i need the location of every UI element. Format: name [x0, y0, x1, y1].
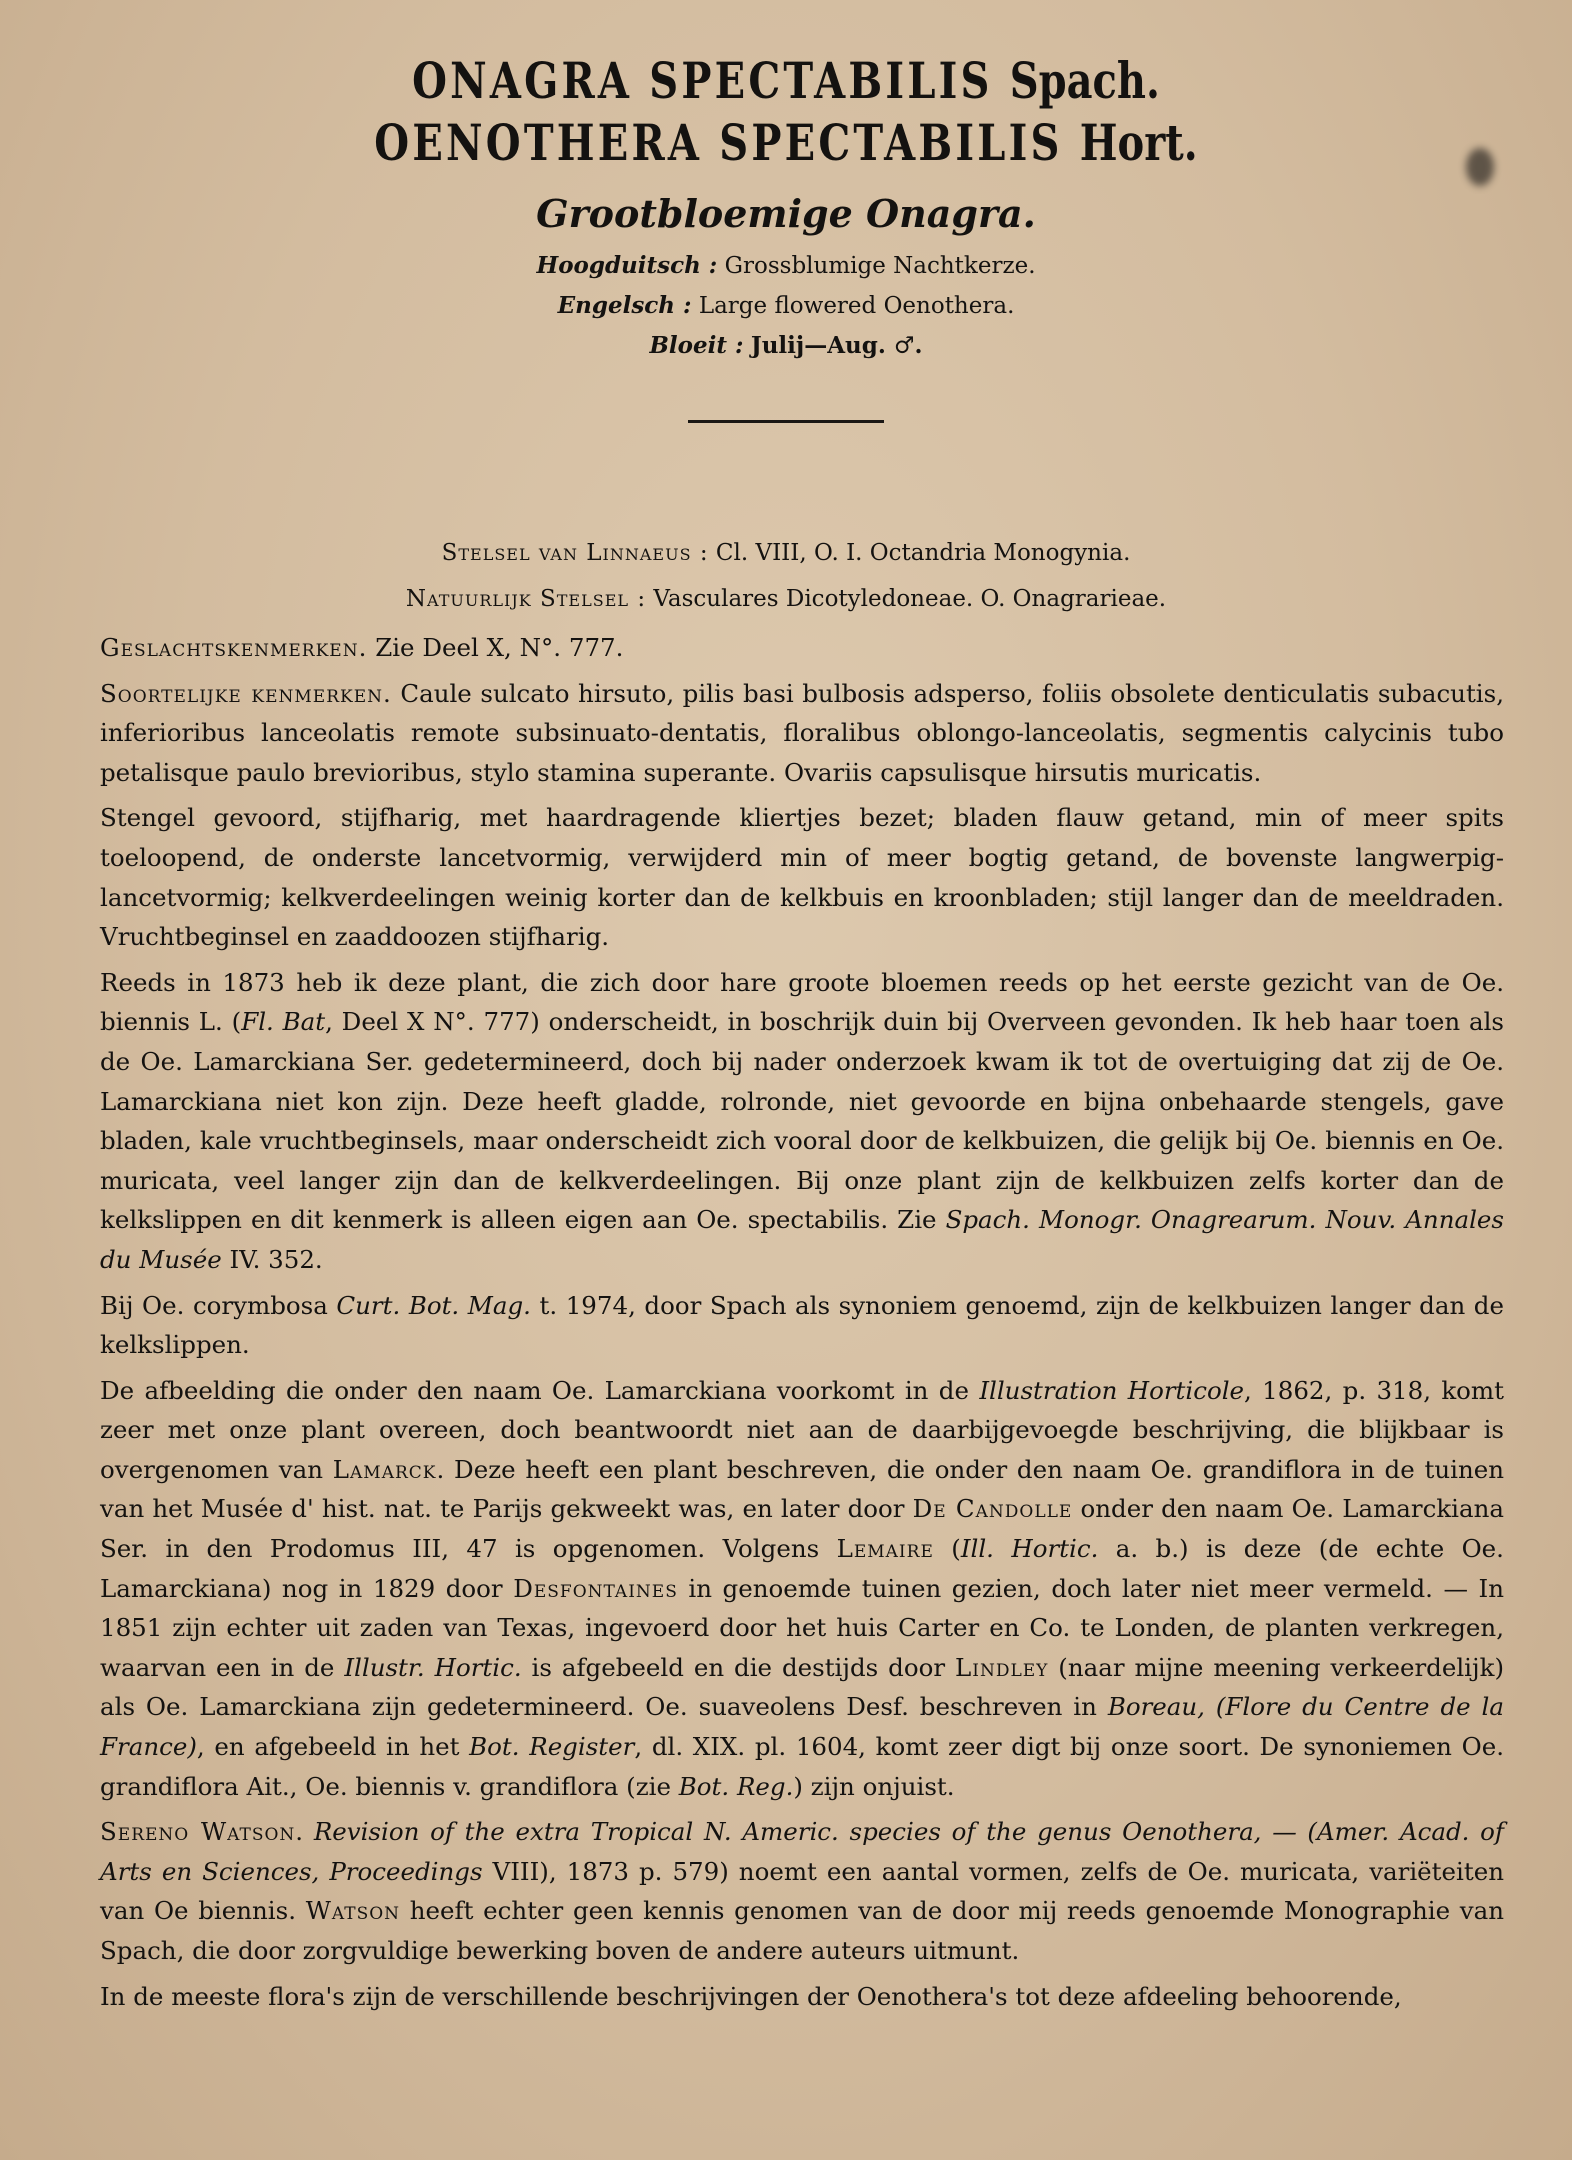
- paragraph-corymbosa: Bij Oe. corymbosa Curt. Bot. Mag. t. 1974, door Spach als synoniem genoemd, zijn de kelkbuizen langer dan de kelkslippen.: [100, 1290, 1504, 1360]
- header: [0, 50, 1572, 423]
- linnaeus-system: [0, 540, 1572, 566]
- title-onagra-author: Spach.: [1009, 51, 1160, 110]
- flowering-line: [0, 326, 1572, 366]
- species-characters: [100, 674, 1504, 793]
- natural-system-label: Natuurlijk Stelsel :: [405, 586, 647, 612]
- linnaeus-value: Cl. VIII, O. I. Octandria Monogynia.: [715, 540, 1131, 566]
- paragraph-last-line: In de meeste flora's zijn de verschillende beschrijvingen der Oenothera's tot deze afdeeling behoorende,: [100, 1981, 1402, 2011]
- natural-system: [0, 586, 1572, 612]
- natural-system-value: Vasculares Dicotyledoneae. O. Onagrarieae.: [653, 586, 1167, 612]
- german-name-line: [0, 246, 1572, 286]
- genus-characters-value: Zie Deel X, N°. 777.: [375, 633, 624, 662]
- genus-characters: [100, 628, 1504, 668]
- paragraph-afbeelding: De afbeelding die onder den naam Oe. Lamarckiana voorkomt in de Illustration Horticole, 1862, p. 318, komt zeer met onze plant overeen, doch beantwoordt niet aan de daarbijgevoegde beschrijving, die blijkbaar is overgenomen van Lamarck. Deze heeft een plant beschreven, die onder den naam Oe. grandiflora in de tuinen van het Musée d' hist. nat. te Parijs gekweekt was, en later door De Candolle onder den naam Oe. Lamarckiana Ser. in den Prodomus III, 47 is opgenomen. Volgens Lemaire (Ill. Hortic. a. b.) is deze (de echte Oe. Lamarckiana) nog in 1829 door Desfontaines in genoemde tuinen gezien, doch later niet meer vermeld. — In 1851 zijn echter uit zaden van Texas, ingevoerd door het huis Carter en Co. te Londen, de planten verkregen, waarvan een in de Illustr. Hortic. is afgebeeld en die destijds door Lindley (naar mijne meening verkeerdelijk) als Oe. Lamarckiana zijn gedetermineerd. Oe. suaveolens Desf. beschreven in Boreau, (Flore du Centre de la France), en afgebeeld in het Bot. Register, dl. XIX. pl. 1604, komt zeer digt bij onze soort. De synoniemen Oe. grandiflora Ait., Oe. biennis v. grandiflora (zie Bot. Reg.) zijn onjuist.: [100, 1375, 1505, 1801]
- flowering-label: Bloeit :: [649, 332, 744, 359]
- german-label: Hoogduitsch :: [536, 252, 718, 279]
- english-label: Engelsch :: [557, 292, 692, 319]
- title-oenothera-author: Hort.: [1079, 113, 1198, 172]
- body-text: [100, 628, 1504, 2022]
- title-oenothera: [157, 112, 1415, 174]
- paragraph-reeds: Reeds in 1873 heb ik deze plant, die zich door hare groote bloemen reeds op het eerste gezicht van de Oe. biennis L. (Fl. Bat, Deel X N°. 777) onderscheidt, in boschrijk duin bij Overveen gevonden. Ik heb haar toen als de Oe. Lamarckiana Ser. gedetermineerd, doch bij nader onderzoek kwam ik tot de overtuiging dat zij de Oe. Lamarckiana niet kon zijn. Deze heeft gladde, rolronde, niet gevoorde en bijna onbehaarde stengels, gave bladen, kale vruchtbeginsels, maar onderscheidt zich vooral door de kelkbuizen, die gelijk bij Oe. biennis en Oe. muricata, veel langer zijn dan de kelkverdeelingen. Bij onze plant zijn de kelkbuizen zelfs korter dan de kelkslippen en dit kenmerk is alleen eigen aan Oe. spectabilis. Zie Spach. Monogr. Onagrearum. Nouv. Annales du Musée IV. 352.: [100, 967, 1504, 1274]
- title-onagra-name: ONAGRA SPECTABILIS: [412, 51, 993, 110]
- german-name: Grossblumige Nachtkerze.: [724, 253, 1036, 279]
- divider-rule: [688, 420, 884, 423]
- species-characters-latin: Caule sulcato hirsuto, pilis basi bulbosis adsperso, foliis obsolete denticulatis subacutis, inferioribus lanceolatis remote subsinuato-dentatis, floralibus oblongo-lanceolatis, segmentis calycinis tubo petalisque paulo brevioribus, stylo stamina superante. Ovariis capsulisque hirsutis muricatis.: [100, 678, 1504, 787]
- genus-characters-label: Geslachtskenmerken.: [100, 633, 368, 662]
- linnaeus-label: Stelsel van Linnaeus :: [441, 540, 709, 566]
- english-name: Large flowered Oenothera.: [698, 293, 1015, 319]
- paragraph-dutch-description: Stengel gevoord, stijfharig, met haardragende kliertjes bezet; bladen flauw getand, min of meer spits toeloopend, de onderste lancetvormig, verwijderd min of meer bogtig getand, de bovenste langwerpig-lancetvormig; kelkverdeelingen weinig korter dan de kelkbuis en kroonbladen; stijl langer dan de meeldraden. Vruchtbeginsel en zaaddoozen stijfharig.: [100, 803, 1504, 952]
- flowering-period: Julij—Aug. ♂.: [750, 332, 923, 359]
- title-onagra: [157, 50, 1415, 112]
- species-characters-label: Soortelijke kenmerken.: [100, 678, 392, 708]
- title-oenothera-name: OENOTHERA SPECTABILIS: [374, 113, 1063, 172]
- english-name-line: [0, 286, 1572, 326]
- dutch-name: Grootbloemige Onagra.: [536, 191, 1036, 236]
- paragraph-sereno-watson: Sereno Watson. Revision of the extra Tropical N. Americ. species of the genus Oenothera, — (Amer. Acad. of Arts en Sciences, Proceedings VIII), 1873 p. 579) noemt een aantal vormen, zelfs de Oe. muricata, variëteiten van Oe biennis. Watson heeft echter geen kennis genomen van de door mij reeds genoemde Monographie van Spach, die door zorgvuldige bewerking boven de andere auteurs uitmunt.: [100, 1817, 1505, 1965]
